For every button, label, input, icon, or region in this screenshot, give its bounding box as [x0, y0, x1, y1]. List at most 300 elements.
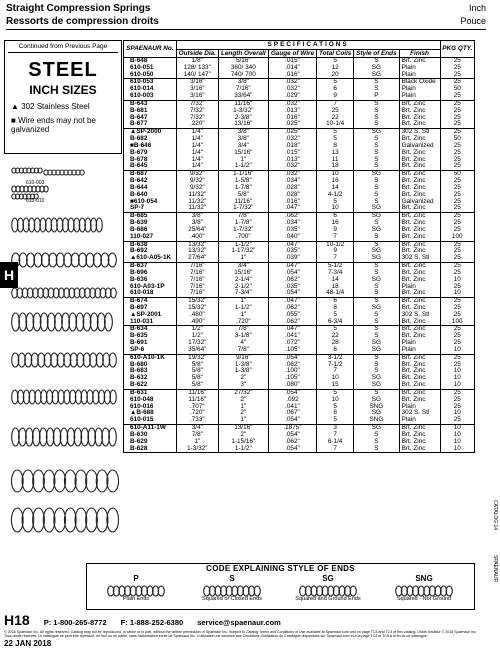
cell-style: S	[354, 312, 399, 319]
cell-len: 3/8"	[218, 129, 268, 136]
cell-gauge: .062"	[268, 439, 316, 446]
cell-no: B-622	[124, 382, 177, 389]
spring-icon	[394, 585, 454, 597]
cell-gauge: .015"	[268, 150, 316, 157]
cell-style: S	[354, 121, 399, 128]
cell-od: 1/4"	[176, 157, 218, 164]
cell-gauge: .028"	[268, 185, 316, 192]
cell-gauge: .067"	[268, 410, 316, 417]
cell-od: 7/16"	[176, 284, 218, 291]
cell-finish: Brt. Zinc	[399, 439, 440, 446]
cell-len: 1"	[218, 312, 268, 319]
cell-style: SNG	[354, 417, 399, 424]
cell-od: 1/8"	[176, 58, 218, 65]
cell-no: B-631	[124, 389, 177, 396]
cell-od: 13/32"	[176, 248, 218, 255]
cell-finish: Plain	[399, 65, 440, 72]
cell-gauge: .035"	[268, 227, 316, 234]
cell-style: S	[354, 136, 399, 143]
cell-coils: 10	[317, 397, 354, 404]
cell-od: 11/32"	[176, 192, 218, 199]
spring-image	[12, 253, 117, 267]
cell-od: .707"	[176, 404, 218, 411]
cell-no: B-635	[124, 333, 177, 340]
cell-qty: 25	[440, 270, 475, 277]
cell-len: 5/16"	[218, 58, 268, 65]
cell-od: 9/32"	[176, 171, 218, 178]
cell-qty: 50	[440, 136, 475, 143]
table-row	[124, 446, 475, 453]
cell-coils: 16	[317, 178, 354, 185]
spring-spec-table	[123, 40, 475, 453]
cell-qty: 25	[440, 220, 475, 227]
cell-finish: Brt. Zinc	[399, 108, 440, 115]
cell-qty: 25	[440, 227, 475, 234]
cell-style: SG	[354, 255, 399, 262]
cell-style: SG	[354, 213, 399, 220]
cell-len: 5/8"	[218, 192, 268, 199]
end-style-plain	[91, 574, 181, 602]
cell-len: 3/4"	[218, 143, 268, 150]
cell-gauge: .035"	[268, 284, 316, 291]
cell-qty: 25	[440, 185, 475, 192]
spring-image	[12, 288, 117, 298]
spring-images	[4, 158, 122, 558]
cell-finish: Plain	[399, 347, 440, 354]
cell-no: 610-A11-1W	[124, 425, 177, 432]
cell-gauge: .028"	[268, 192, 316, 199]
cell-qty: 10	[440, 446, 475, 453]
cell-qty: 25	[440, 241, 475, 248]
cell-no: B-644	[124, 185, 177, 192]
cell-coils: 13	[317, 150, 354, 157]
cell-qty: 25	[440, 284, 475, 291]
cell-finish: Brt. Zinc	[399, 205, 440, 212]
cell-gauge: .062"	[268, 319, 316, 326]
spring-image	[12, 186, 48, 192]
cell-qty: 25	[440, 340, 475, 347]
cell-finish: Brt. Zinc	[399, 375, 440, 382]
cell-od: .720"	[176, 410, 218, 417]
cell-finish: Brt. Zinc	[399, 263, 440, 270]
legal-notice: © 2018 Spaenaur Inc. All rights reserved. Catalog may not be reproduced, in whole or in part, without the written permission of Spaenaur Inc. Subject to Catalog Terms and Conditions of Use available at Spaenaur.com and on page TC3 and TC4 of this catalog. Droits d'auteur © 2018 Spaenaur Inc. Tous droits réservés. Le catalogue ne peut être reproduit, en tout ou en partie, sans l'autorisation écrite de Spaenaur Inc. L'utilisation est soumise aux Conditions d'utilisation du Catalogue disponibles sur Spaenaur.com et à la page TC4 et TC5 à la fin de ce catalogue.	[4, 630, 477, 639]
cell-len: 11/16"	[218, 199, 268, 206]
cell-od: 7/16"	[176, 263, 218, 270]
cell-qty: 25	[440, 417, 475, 424]
cell-coils: 5-1/2	[317, 263, 354, 270]
cell-gauge: .072"	[268, 340, 316, 347]
cell-len: .720"	[218, 319, 268, 326]
section-tab[interactable]: H	[0, 262, 18, 288]
cell-qty: 10	[440, 347, 475, 354]
cell-finish: Brt. Zinc	[399, 248, 440, 255]
cell-gauge: .032"	[268, 163, 316, 170]
cell-len: 1"	[218, 298, 268, 305]
cell-no: ▲SP-2000	[124, 129, 177, 136]
cell-no: B-630	[124, 432, 177, 439]
cell-gauge: .032"	[268, 100, 316, 107]
cell-od: 1/4"	[176, 163, 218, 170]
cell-gauge: .054"	[268, 432, 316, 439]
cell-qty: 10	[440, 277, 475, 284]
cell-no: SP-6	[124, 347, 177, 354]
cell-no: SP-7	[124, 205, 177, 212]
cell-style: S	[354, 192, 399, 199]
cell-od: 140/ 147"	[176, 72, 218, 79]
cell-style: S	[354, 199, 399, 206]
cell-coils: 14	[317, 185, 354, 192]
cell-finish: Brt. Zinc	[399, 354, 440, 361]
cell-len: 13/16"	[218, 425, 268, 432]
cell-gauge: .054"	[268, 389, 316, 396]
cell-od: 128/ 133"	[176, 65, 218, 72]
cell-len: 7/8"	[218, 213, 268, 220]
end-code: S	[229, 574, 235, 583]
email-link[interactable]: service@spaenaur.com	[197, 618, 281, 627]
cell-finish: Brt. Zinc	[399, 136, 440, 143]
cell-finish: Brt. Zinc	[399, 298, 440, 305]
cell-len: 9/16"	[218, 354, 268, 361]
sidebar	[4, 40, 122, 562]
print-date: 22 JAN 2018	[4, 639, 52, 648]
cell-style: S	[354, 234, 399, 241]
cell-no: ▲SP-2001	[124, 312, 177, 319]
cell-finish: Brt. Zinc	[399, 382, 440, 389]
cell-gauge: .105"	[268, 347, 316, 354]
end-label: Squared and Ground Ends	[295, 596, 361, 602]
cell-gauge: .040"	[268, 234, 316, 241]
cell-finish: 302 S. Stl	[399, 312, 440, 319]
cell-len: 33/64"	[218, 93, 268, 100]
cell-qty: 10	[440, 432, 475, 439]
cell-len: .700"	[218, 234, 268, 241]
cell-od: 5/8"	[176, 375, 218, 382]
cell-qty: 25	[440, 163, 475, 170]
cell-od: 1"	[176, 439, 218, 446]
cell-style: S	[354, 270, 399, 277]
cell-finish: Galvanized	[399, 199, 440, 206]
cell-od: 3/8"	[176, 213, 218, 220]
end-label: Squared - Not Ground	[396, 596, 452, 602]
cell-no: 110-031	[124, 319, 177, 326]
cell-coils: 7	[317, 446, 354, 453]
cell-od: 3/16"	[176, 79, 218, 86]
cell-gauge: .039"	[268, 255, 316, 262]
cell-qty: 50	[440, 171, 475, 178]
cell-coils: 8	[317, 410, 354, 417]
cell-style: S	[354, 220, 399, 227]
cell-no: B-685	[124, 213, 177, 220]
cell-style: S	[354, 354, 399, 361]
cell-finish: Plain	[399, 86, 440, 93]
end-style-squared-not-ground	[379, 574, 469, 602]
cell-coils: 5	[317, 136, 354, 143]
cell-finish: Plain	[399, 417, 440, 424]
cell-od: 35/64"	[176, 347, 218, 354]
cell-finish: Brt. Zinc	[399, 192, 440, 199]
cell-len: 1"	[218, 157, 268, 164]
cell-coils: 5	[317, 417, 354, 424]
spring-caption: 610-003	[26, 180, 45, 186]
cell-coils: 10	[317, 375, 354, 382]
cell-len: 7-3/4"	[218, 290, 268, 297]
cell-len: 1-15/16"	[218, 439, 268, 446]
cell-no: B-692	[124, 248, 177, 255]
cell-gauge: .041"	[268, 404, 316, 411]
cell-coils: 6	[317, 213, 354, 220]
cell-finish: Brt. Zinc	[399, 432, 440, 439]
cell-len: 1-5/8"	[218, 178, 268, 185]
cell-finish: Plain	[399, 404, 440, 411]
cell-od: 1/2"	[176, 326, 218, 333]
cell-finish: Brt. Zinc	[399, 185, 440, 192]
cell-finish: Brt. Zinc	[399, 178, 440, 185]
spring-caption: 610-010	[26, 198, 45, 204]
cell-gauge: .105"	[268, 375, 316, 382]
cell-finish: Brt. Zinc	[399, 333, 440, 340]
cell-len: 1-7/32"	[218, 227, 268, 234]
cell-len: 1"	[218, 417, 268, 424]
cell-finish: Plain	[399, 284, 440, 291]
cell-qty: 10	[440, 410, 475, 417]
cell-qty: 50	[440, 86, 475, 93]
cell-style: S	[354, 263, 399, 270]
cell-len: 13/16"	[218, 121, 268, 128]
cell-len: 1-1/2"	[218, 446, 268, 453]
cell-gauge: .013"	[268, 108, 316, 115]
cell-coils: 5	[317, 58, 354, 65]
cell-od: 1/4"	[176, 143, 218, 150]
cell-finish: Brt. Zinc	[399, 241, 440, 248]
cell-od: 7/16"	[176, 277, 218, 284]
cell-style: SG	[354, 72, 399, 79]
cell-qty: 25	[440, 205, 475, 212]
page-title-fr: Ressorts de compression droits	[6, 16, 159, 27]
cell-finish: 302 S. Stl	[399, 255, 440, 262]
cell-finish: Brt. Zinc	[399, 446, 440, 453]
cell-len: 7/8"	[218, 347, 268, 354]
cell-style: SG	[354, 410, 399, 417]
cell-finish: Brt. Zinc	[399, 227, 440, 234]
cell-no: B-636	[124, 277, 177, 284]
cell-qty: 25	[440, 100, 475, 107]
cell-finish: Plain	[399, 93, 440, 100]
cell-od: 3/16"	[176, 86, 218, 93]
cell-qty: 25	[440, 115, 475, 122]
cell-no: B-687	[124, 171, 177, 178]
cell-od: 19/32"	[176, 354, 218, 361]
brand-side-label: SPAENAUR	[492, 555, 498, 583]
cell-no: B-691	[124, 340, 177, 347]
footer	[4, 612, 496, 628]
cell-qty: 25	[440, 157, 475, 164]
cell-qty: 25	[440, 178, 475, 185]
cell-gauge: .047"	[268, 263, 316, 270]
spring-image	[11, 508, 118, 532]
cell-coils: 6	[317, 86, 354, 93]
cell-no: B-639	[124, 220, 177, 227]
cell-od: 5/8"	[176, 362, 218, 369]
cell-style: SG	[354, 277, 399, 284]
cell-no: 110-027	[124, 234, 177, 241]
cell-coils: 25	[317, 108, 354, 115]
cell-coils: 22	[317, 115, 354, 122]
cell-style: S	[354, 362, 399, 369]
cell-style: S	[354, 108, 399, 115]
cell-gauge: .018"	[268, 143, 316, 150]
continued-note: Continued from Previous Page	[8, 43, 118, 53]
cell-od: 7/32"	[176, 100, 218, 107]
cell-finish: 302 S. Stl	[399, 410, 440, 417]
cell-len: 1-1/2"	[218, 305, 268, 312]
cell-qty: 25	[440, 72, 475, 79]
spring-icon	[202, 585, 262, 597]
cell-gauge: .054"	[268, 417, 316, 424]
cell-len: 15/16"	[218, 150, 268, 157]
cell-coils: 11	[317, 157, 354, 164]
page-title: Straight Compression Springs	[6, 3, 151, 14]
cell-no: B-629	[124, 439, 177, 446]
cell-len: 1-7/8"	[218, 220, 268, 227]
unit-label-fr: Pouce	[460, 16, 486, 26]
cell-len: 3/8"	[218, 79, 268, 86]
cell-qty: 25	[440, 199, 475, 206]
cell-od: 27/64"	[176, 255, 218, 262]
cell-qty: 25	[440, 354, 475, 361]
phone-number[interactable]: P: 1-800-265-8772	[43, 618, 107, 627]
cell-coils: 6-3/4	[317, 319, 354, 326]
col-header-no: SPAENAUR No.	[124, 41, 177, 58]
cell-finish: Brt. Zinc	[399, 389, 440, 396]
info-box	[4, 40, 122, 154]
cell-coils: 16	[317, 220, 354, 227]
cell-coils: 5	[317, 79, 354, 86]
cell-coils: 3	[317, 425, 354, 432]
cell-len: 2-3/8"	[218, 115, 268, 122]
cell-no: B-637	[124, 263, 177, 270]
spring-image	[204, 586, 261, 596]
cell-len: 7/8"	[218, 326, 268, 333]
cell-gauge: .100"	[268, 368, 316, 375]
cell-len: 15/16"	[218, 270, 268, 277]
cell-coils: 18	[317, 163, 354, 170]
cell-gauge: .015"	[268, 58, 316, 65]
cell-qty: 10	[440, 382, 475, 389]
cell-gauge: .047"	[268, 298, 316, 305]
cell-coils: 18	[317, 284, 354, 291]
cell-gauge: .054"	[268, 270, 316, 277]
cell-style: SG	[354, 205, 399, 212]
cell-coils: 5	[317, 326, 354, 333]
sizes-heading: INCH SIZES	[29, 83, 97, 97]
cell-coils: 7	[317, 368, 354, 375]
cell-coils: 3-1/2	[317, 354, 354, 361]
cell-finish: Brt. Zinc	[399, 213, 440, 220]
cell-qty: 25	[440, 305, 475, 312]
cell-od: .733"	[176, 417, 218, 424]
cell-no: 610-016	[124, 404, 177, 411]
cell-len: 11/16"	[218, 100, 268, 107]
cell-style: S	[354, 143, 399, 150]
spring-image	[12, 313, 113, 331]
cell-gauge: .062"	[268, 362, 316, 369]
spring-image	[12, 390, 117, 404]
cell-qty: 25	[440, 129, 475, 136]
cell-len: 27/32"	[218, 389, 268, 396]
cell-od: 25/64"	[176, 227, 218, 234]
spring-image	[12, 218, 103, 232]
cell-style: S	[354, 100, 399, 107]
spring-image	[300, 586, 357, 596]
cell-qty: 100	[440, 319, 475, 326]
end-label: Squared or Closed Ends	[202, 596, 262, 602]
cell-style: S	[354, 79, 399, 86]
cell-qty: 25	[440, 404, 475, 411]
cell-finish: Plain	[399, 72, 440, 79]
cell-coils: 7	[317, 255, 354, 262]
cell-qty: 25	[440, 255, 475, 262]
cell-coils: 7	[317, 432, 354, 439]
cell-gauge: .034"	[268, 220, 316, 227]
cell-finish: Brt. Zinc	[399, 157, 440, 164]
cell-style: S	[354, 432, 399, 439]
cell-no: 610-053	[124, 79, 177, 86]
cell-coils: 5	[317, 129, 354, 136]
cell-coils: 5	[317, 389, 354, 396]
ends-legend	[86, 563, 475, 610]
cell-od: 1/4"	[176, 136, 218, 143]
cell-len: 7/16"	[218, 86, 268, 93]
cell-style: SNG	[354, 404, 399, 411]
cell-finish: Brt. Zinc	[399, 362, 440, 369]
cell-qty: 25	[440, 65, 475, 72]
cell-style: S	[354, 163, 399, 170]
cell-style: S	[354, 290, 399, 297]
cell-finish: Brt. Zinc	[399, 270, 440, 277]
cell-coils: 5	[317, 404, 354, 411]
cell-od: 1/4"	[176, 150, 218, 157]
cell-qty: 25	[440, 79, 475, 86]
cell-od: 11/16"	[176, 397, 218, 404]
cell-coils: 9	[317, 93, 354, 100]
cell-style: SG	[354, 375, 399, 382]
cell-coils: 7-1/2	[317, 362, 354, 369]
cell-style: SG	[354, 129, 399, 136]
cell-no: 610-050	[124, 72, 177, 79]
cell-coils: 7	[317, 100, 354, 107]
cell-no: 610-A03-1P	[124, 284, 177, 291]
cell-od: 5/8"	[176, 368, 218, 375]
cell-coils: 22	[317, 333, 354, 340]
cell-gauge: .029"	[268, 93, 316, 100]
cell-no: ■610-054	[124, 199, 177, 206]
cell-style: SG	[354, 425, 399, 432]
cell-gauge: .092	[268, 397, 316, 404]
cell-style: S	[354, 446, 399, 453]
cell-qty: 25	[440, 58, 475, 65]
cell-finish: Galvanized	[399, 143, 440, 150]
cell-coils: 6	[317, 347, 354, 354]
col-header-style: Style of Ends	[354, 49, 399, 58]
cell-coils: 8	[317, 143, 354, 150]
cell-len: 740/ 700	[218, 72, 268, 79]
col-header-finish: Finish	[399, 49, 440, 58]
cell-style: SG	[354, 227, 399, 234]
cell-len: 360/ 340	[218, 65, 268, 72]
cell-no: B-648	[124, 58, 177, 65]
cell-no: B-682	[124, 136, 177, 143]
cell-gauge: .034"	[268, 178, 316, 185]
